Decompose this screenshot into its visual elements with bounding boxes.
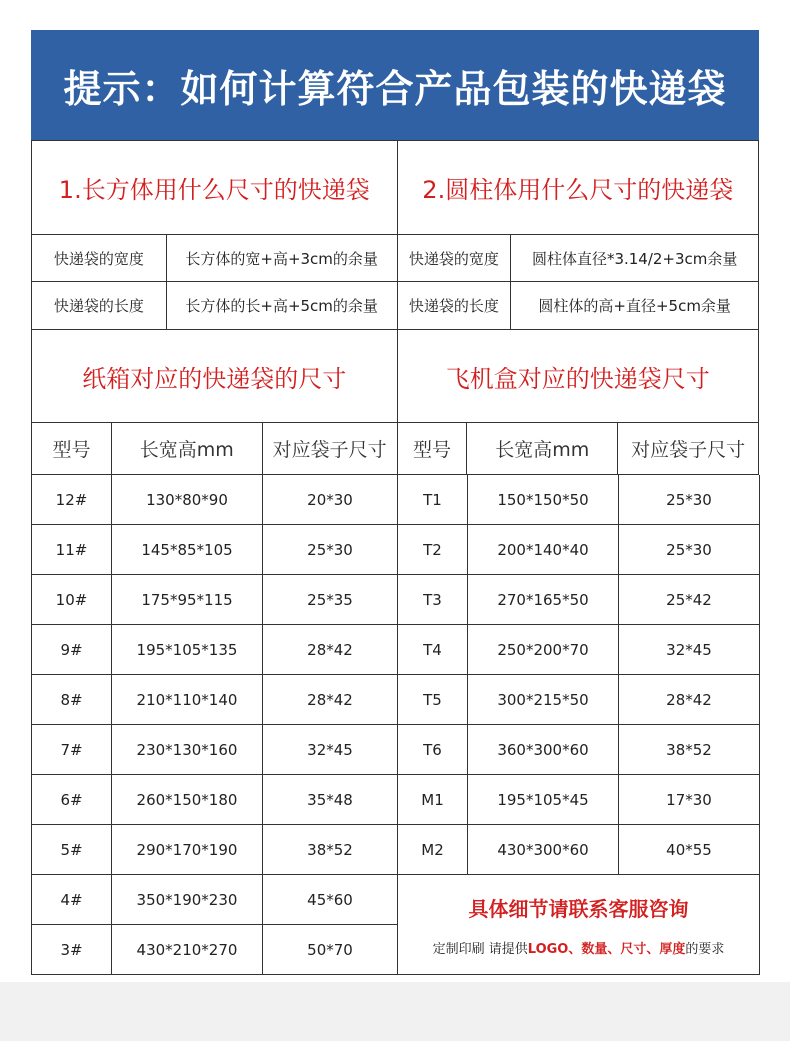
model-cell: M2 xyxy=(398,825,468,875)
formula-row xyxy=(32,282,759,330)
model-cell: M1 xyxy=(398,775,468,825)
column-header-bag: 对应袋子尺寸 xyxy=(263,423,398,475)
dims-cell: 195*105*45 xyxy=(468,775,619,825)
dims-cell: 300*215*50 xyxy=(468,675,619,725)
bag-cell: 20*30 xyxy=(263,475,398,525)
model-cell: 7# xyxy=(32,725,112,775)
table-row xyxy=(32,775,398,825)
model-cell: T6 xyxy=(398,725,468,775)
dims-cell: 175*95*115 xyxy=(112,575,263,625)
dims-cell: 430*210*270 xyxy=(112,925,263,975)
dims-cell: 230*130*160 xyxy=(112,725,263,775)
table-row xyxy=(398,475,760,525)
bag-cell: 28*42 xyxy=(263,675,398,725)
table-row xyxy=(398,575,760,625)
model-cell: T4 xyxy=(398,625,468,675)
dims-cell: 195*105*135 xyxy=(112,625,263,675)
bag-cell: 35*48 xyxy=(263,775,398,825)
table-row xyxy=(32,475,398,525)
contact-request-line xyxy=(433,938,725,957)
mailer-box-section-title: 飞机盒对应的快递袋尺寸 xyxy=(398,330,760,423)
table-row xyxy=(32,925,398,975)
section1-title-row xyxy=(32,141,759,235)
formula-row xyxy=(32,235,759,282)
bag-cell: 28*42 xyxy=(619,675,760,725)
table-row xyxy=(398,625,760,675)
bag-cell: 28*42 xyxy=(263,625,398,675)
page-title-banner xyxy=(31,30,759,140)
column-header-model: 型号 xyxy=(398,423,468,475)
dims-cell: 270*165*50 xyxy=(468,575,619,625)
bag-cell: 25*42 xyxy=(619,575,760,625)
dims-cell: 200*140*40 xyxy=(468,525,619,575)
bag-cell: 25*30 xyxy=(619,475,760,525)
carton-section-title: 纸箱对应的快递袋的尺寸 xyxy=(32,330,398,423)
formula-value: 长方体的长+高+5cm的余量 xyxy=(167,282,398,330)
model-cell: 5# xyxy=(32,825,112,875)
cylinder-section-title: 2.圆柱体用什么尺寸的快递袋 xyxy=(398,141,760,235)
dims-cell: 130*80*90 xyxy=(112,475,263,525)
bag-cell: 45*60 xyxy=(263,875,398,925)
bag-cell: 38*52 xyxy=(263,825,398,875)
table-row xyxy=(32,525,398,575)
bag-cell: 38*52 xyxy=(619,725,760,775)
bag-cell: 32*45 xyxy=(263,725,398,775)
formula-value: 圆柱体直径*3.14/2+3cm余量 xyxy=(511,235,759,282)
model-cell: T5 xyxy=(398,675,468,725)
contact-suffix: 的要求 xyxy=(685,941,725,957)
table-row xyxy=(398,675,760,725)
column-header-dims: 长宽高mm xyxy=(112,423,263,475)
bag-cell: 32*45 xyxy=(619,625,760,675)
dims-cell: 150*150*50 xyxy=(468,475,619,525)
mailer-box-table xyxy=(398,475,760,975)
table-row xyxy=(398,725,760,775)
formula-label: 快递袋的长度 xyxy=(32,282,167,330)
bag-cell: 25*30 xyxy=(619,525,760,575)
table-row xyxy=(398,825,760,875)
model-cell: 11# xyxy=(32,525,112,575)
bag-cell: 25*30 xyxy=(263,525,398,575)
model-cell: 4# xyxy=(32,875,112,925)
bottom-band xyxy=(0,982,790,1041)
model-cell: 9# xyxy=(32,625,112,675)
formula-label: 快递袋的宽度 xyxy=(32,235,167,282)
dims-cell: 260*150*180 xyxy=(112,775,263,825)
contact-title: 具体细节请联系客服咨询 xyxy=(468,896,689,921)
page-title: 提示：如何计算符合产品包装的快递袋 xyxy=(63,66,727,111)
cuboid-section-title: 1.长方体用什么尺寸的快递袋 xyxy=(32,141,398,235)
contact-highlight: LOGO、数量、尺寸、厚度 xyxy=(527,941,686,957)
table-header-row xyxy=(32,423,759,475)
formula-value: 长方体的宽+高+3cm的余量 xyxy=(167,235,398,282)
model-cell: 12# xyxy=(32,475,112,525)
table-row xyxy=(32,625,398,675)
table-row xyxy=(32,675,398,725)
contact-note xyxy=(398,875,760,975)
table-body xyxy=(32,475,759,975)
model-cell: 8# xyxy=(32,675,112,725)
formula-value: 圆柱体的高+直径+5cm余量 xyxy=(511,282,759,330)
model-cell: T1 xyxy=(398,475,468,525)
formula-label: 快递袋的宽度 xyxy=(398,235,512,282)
formula-label: 快递袋的长度 xyxy=(398,282,512,330)
bag-cell: 17*30 xyxy=(619,775,760,825)
model-cell: 6# xyxy=(32,775,112,825)
model-cell: T3 xyxy=(398,575,468,625)
table-row xyxy=(32,725,398,775)
size-guide-table xyxy=(31,140,759,975)
model-cell: T2 xyxy=(398,525,468,575)
dims-cell: 145*85*105 xyxy=(112,525,263,575)
bag-cell: 25*35 xyxy=(263,575,398,625)
column-header-model: 型号 xyxy=(32,423,112,475)
table-row xyxy=(398,775,760,825)
dims-cell: 430*300*60 xyxy=(468,825,619,875)
table-row xyxy=(398,525,760,575)
dims-cell: 290*170*190 xyxy=(112,825,263,875)
section2-title-row xyxy=(32,330,759,423)
table-row xyxy=(32,875,398,925)
dims-cell: 350*190*230 xyxy=(112,875,263,925)
model-cell: 3# xyxy=(32,925,112,975)
dims-cell: 360*300*60 xyxy=(468,725,619,775)
column-header-bag: 对应袋子尺寸 xyxy=(618,423,759,475)
dims-cell: 250*200*70 xyxy=(468,625,619,675)
column-header-dims: 长宽高mm xyxy=(467,423,618,475)
carton-table xyxy=(32,475,398,975)
table-row xyxy=(32,825,398,875)
dims-cell: 210*110*140 xyxy=(112,675,263,725)
model-cell: 10# xyxy=(32,575,112,625)
bag-cell: 40*55 xyxy=(619,825,760,875)
contact-prefix: 定制印刷 请提供 xyxy=(432,941,528,957)
bag-cell: 50*70 xyxy=(263,925,398,975)
table-row xyxy=(32,575,398,625)
